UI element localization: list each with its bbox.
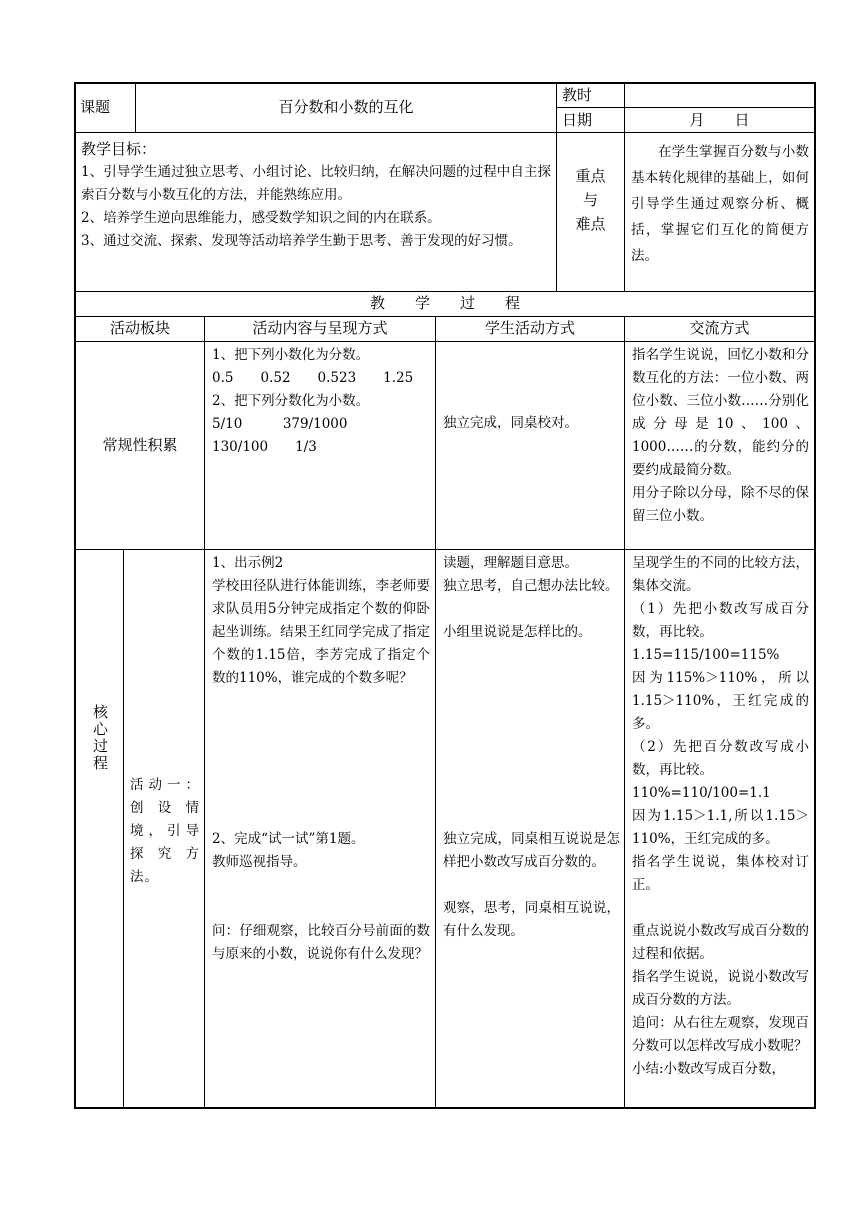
col-header-content: 活动内容与呈现方式 xyxy=(252,319,388,337)
exchange-line: 重点说说小数改写成百分数的过程和依据。 xyxy=(632,923,809,962)
exchange-line: （2）先把百分数改写成小数，再比较。 xyxy=(632,739,809,778)
grid-line xyxy=(814,82,816,1109)
exchange-line: 指名学生说说，集体校对订正。 xyxy=(632,854,809,893)
student-line: 独立完成，同桌相互说说是怎样把小数改写成百分数的。 xyxy=(443,831,620,870)
exchange-line: 110%=110/100=1.1 xyxy=(632,785,771,801)
exchange-line: （1）先把小数改写成百分数，再比较。 xyxy=(632,601,809,640)
content-line: 教师巡视指导。 xyxy=(212,854,307,870)
content-line: 0.5 0.52 0.523 1.25 xyxy=(212,370,414,386)
keypoints-label-3: 难点 xyxy=(575,215,606,233)
core-content xyxy=(212,552,430,966)
student-line: 小组里说说是怎样比的。 xyxy=(443,624,592,640)
grid-line xyxy=(556,107,816,108)
grid-line xyxy=(74,1107,816,1109)
exchange-line: 小结:小数改写成百分数， xyxy=(632,1061,786,1077)
grid-line xyxy=(123,549,124,1107)
label-keti: 课题 xyxy=(80,98,111,116)
exchange-paragraph: 指名学生说说，回忆小数和分数互化的方法：一位小数、两位小数、三位小数……分别化成分母是10、100、1000……的分数，能约分的要约成最简分数。 xyxy=(632,347,809,478)
objective-item: 2、培养学生逆向思维能力，感受数学知识之间的内在联系。 xyxy=(81,210,441,226)
keypoints-text: 在学生掌握百分数与小数基本转化规律的基础上，如何引导学生通过观察分析、概括，掌握它们互化的简便方法。 xyxy=(631,144,809,264)
objectives xyxy=(81,138,551,253)
student-line: 独立思考，自己想办法比较。 xyxy=(443,578,619,594)
objectives-heading: 教学目标： xyxy=(81,140,157,158)
core-exchange xyxy=(632,552,809,1081)
date-value: 月 日 xyxy=(689,111,750,129)
content-line: 2、完成“试一试”第1题。 xyxy=(212,831,365,847)
grid-line xyxy=(74,82,76,1109)
exchange-line: 追问：从右往左观察，发现百分数可以怎样改写成小数呢？ xyxy=(632,1015,809,1054)
grid-line xyxy=(74,549,816,550)
exchange-paragraph: 用分子除以分母，除不尽的保留三位小数。 xyxy=(632,485,809,524)
objective-item: 1、引导学生通过独立思考、小组讨论、比较归纳，在解决问题的过程中自主探索百分数与小数互化的方法，并能熟练应用。 xyxy=(81,164,551,203)
routine-student: 独立完成，同桌校对。 xyxy=(443,415,578,431)
grid-line xyxy=(74,341,816,342)
exchange-line: 因为115%＞110%，所以1.15＞110%，王红完成的多。 xyxy=(632,670,809,732)
routine-exchange xyxy=(632,344,809,528)
exchange-line: 指名学生说说，说说小数改写成百分数的方法。 xyxy=(632,969,809,1008)
exchange-line: 1.15=115/100=115% xyxy=(632,647,780,663)
keypoints-label xyxy=(557,164,624,236)
label-riqi: 日期 xyxy=(562,111,593,129)
grid-line xyxy=(204,316,205,1107)
routine-content xyxy=(212,344,430,459)
exchange-line: 因为1.15＞1.1,所以1.15＞110%，王红完成的多。 xyxy=(632,808,809,847)
content-line: 5/10 379/1000 xyxy=(212,416,348,432)
grid-line xyxy=(74,132,816,133)
objective-item: 3、通过交流、探索、发现等活动培养学生勤于思考、善于发现的好习惯。 xyxy=(81,233,522,249)
exchange-line: 呈现学生的不同的比较方法，集体交流。 xyxy=(632,555,809,594)
core-student xyxy=(443,552,620,943)
content-line: 1、把下列小数化为分数。 xyxy=(212,347,370,363)
content-line: 问：仔细观察，比较百分号前面的数与原来的小数，说说你有什么发现？ xyxy=(212,923,430,962)
label-jiaoshi: 教时 xyxy=(562,86,593,104)
content-line: 2、把下列分数化为小数。 xyxy=(212,393,370,409)
core-block-label: 核心过程 xyxy=(91,704,109,772)
lesson-title: 百分数和小数的互化 xyxy=(278,98,414,116)
col-header-student: 学生活动方式 xyxy=(484,319,575,337)
col-header-block: 活动板块 xyxy=(109,319,170,337)
activity-label: 活动一：创设情境，引导探究方法。 xyxy=(130,777,200,885)
keypoints-label-1: 重点 xyxy=(575,167,606,185)
process-title: 教 学 过 程 xyxy=(369,294,520,312)
grid-line xyxy=(435,316,436,1107)
grid-line xyxy=(74,82,816,84)
grid-line xyxy=(624,316,625,1107)
keypoints-label-2: 与 xyxy=(582,191,598,209)
student-line: 读题，理解题目意思。 xyxy=(443,555,578,571)
content-line: 1、出示例2 xyxy=(212,555,284,571)
content-line: 学校田径队进行体能训练，李老师要求队员用5分钟完成指定个数的仰卧起坐训练。结果王红同学完成了指定个数的1.15倍，李芳完成了指定个数的110%，谁完成的个数多呢？ xyxy=(212,578,430,686)
student-line: 观察，思考，同桌相互说说，有什么发现。 xyxy=(443,900,620,939)
content-line: 130/100 1/3 xyxy=(212,439,317,455)
routine-block-label: 常规性积累 xyxy=(102,436,178,454)
col-header-exchange: 交流方式 xyxy=(689,319,750,337)
